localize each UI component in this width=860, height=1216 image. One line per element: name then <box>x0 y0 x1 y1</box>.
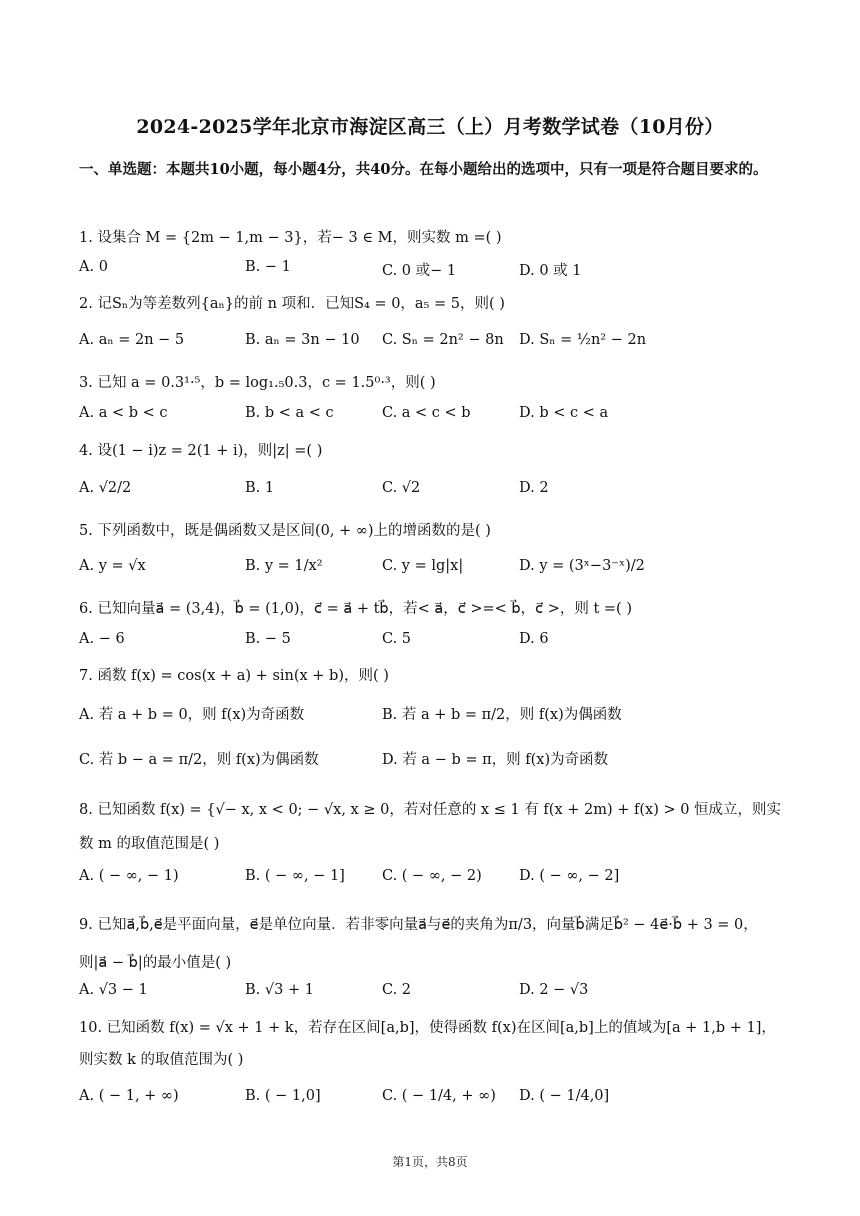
q2-option-d: D. Sₙ = ½n² − 2n <box>519 332 647 348</box>
question-5-stem: 5. 下列函数中，既是偶函数又是区间(0, + ∞)上的增函数的是( ) <box>79 523 491 539</box>
page-title: 2024-2025学年北京市海淀区高三（上）月考数学试卷（10月份） <box>136 116 724 138</box>
q5-option-b: B. y = 1/x² <box>245 558 323 574</box>
question-1-stem: 1. 设集合 M = {2m − 1,m − 3}，若− 3 ∈ M，则实数 m =( ) <box>79 230 502 246</box>
q8-option-c: C. ( − ∞, − 2) <box>382 868 482 884</box>
page-footer: 第1页，共8页 <box>392 1155 468 1169</box>
q3-option-c: C. a < c < b <box>382 405 471 421</box>
q1-option-a: A. 0 <box>79 259 108 275</box>
q4-option-d: D. 2 <box>519 480 549 496</box>
q9-option-d: D. 2 − √3 <box>519 982 589 998</box>
q9-option-a: A. √3 − 1 <box>79 982 148 998</box>
question-2-stem: 2. 记Sₙ为等差数列{aₙ}的前 n 项和．已知S₄ = 0，a₅ = 5，则( ) <box>79 296 505 312</box>
q8-option-d: D. ( − ∞, − 2] <box>519 868 620 884</box>
q2-option-b: B. aₙ = 3n − 10 <box>245 332 360 348</box>
question-9-stem: 9. 已知a⃗,b⃗,e⃗是平面向量，e⃗是单位向量．若非零向量a⃗与e⃗的夹角为π/3，向量b⃗满足b⃗² − 4e⃗·b⃗ + 3 = 0，则|a⃗ − b⃗|的最小值是( ) <box>79 917 758 971</box>
q8-option-b: B. ( − ∞, − 1] <box>245 868 345 884</box>
q6-option-d: D. 6 <box>519 631 549 647</box>
section-header: 一、单选题：本题共10小题，每小题4分，共40分。在每小题给出的选项中，只有一项是符合题目要求的。 <box>79 161 768 178</box>
q2-option-c: C. Sₙ = 2n² − 8n <box>382 332 504 348</box>
q8-option-a: A. ( − ∞, − 1) <box>79 868 179 884</box>
q10-option-a: A. ( − 1, + ∞) <box>79 1088 179 1104</box>
q10-option-c: C. ( − 1/4, + ∞) <box>382 1088 496 1104</box>
question-3-stem: 3. 已知 a = 0.3¹·⁵，b = log₁.₅0.3，c = 1.5⁰·³，则( ) <box>79 375 436 391</box>
q3-option-a: A. a < b < c <box>79 405 168 421</box>
q7-option-d: D. 若 a − b = π，则 f(x)为奇函数 <box>382 752 609 768</box>
question-8-stem: 8. 已知函数 f(x) = {√− x, x < 0; − √x, x ≥ 0，若对任意的 x ≤ 1 有 f(x + 2m) + f(x) > 0 恒成立，则实数 m 的取值范围是( ) <box>79 802 782 852</box>
q3-option-d: D. b < c < a <box>519 405 609 421</box>
q3-option-b: B. b < a < c <box>245 405 334 421</box>
q9-option-c: C. 2 <box>382 982 412 998</box>
q5-option-c: C. y = lg|x| <box>382 558 464 574</box>
q4-option-c: C. √2 <box>382 480 421 496</box>
q1-option-c: C. 0 或− 1 <box>382 263 457 279</box>
q6-option-c: C. 5 <box>382 631 412 647</box>
q1-option-b: B. − 1 <box>245 259 291 275</box>
question-7-stem: 7. 函数 f(x) = cos(x + a) + sin(x + b)，则( ) <box>79 668 389 684</box>
q6-option-a: A. − 6 <box>79 631 125 647</box>
question-10-stem: 10. 已知函数 f(x) = √x + 1 + k，若存在区间[a,b]，使得函数 f(x)在区间[a,b]上的值域为[a + 1,b + 1]，则实数 k 的取值范围为( ) <box>79 1020 776 1068</box>
q7-option-c: C. 若 b − a = π/2，则 f(x)为偶函数 <box>79 752 319 768</box>
q10-option-b: B. ( − 1,0] <box>245 1088 321 1104</box>
q9-option-b: B. √3 + 1 <box>245 982 314 998</box>
q7-option-b: B. 若 a + b = π/2，则 f(x)为偶函数 <box>382 707 622 723</box>
q5-option-a: A. y = √x <box>79 558 146 574</box>
q1-option-d: D. 0 或 1 <box>519 263 582 279</box>
q6-option-b: B. − 5 <box>245 631 291 647</box>
question-6-stem: 6. 已知向量a⃗ = (3,4)，b⃗ = (1,0)，c⃗ = a⃗ + tb⃗，若< a⃗，c⃗ >=< b⃗，c⃗ >，则 t =( ) <box>79 601 632 617</box>
q2-option-a: A. aₙ = 2n − 5 <box>79 332 185 348</box>
q4-option-b: B. 1 <box>245 480 275 496</box>
q7-option-a: A. 若 a + b = 0，则 f(x)为奇函数 <box>79 707 305 723</box>
q5-option-d: D. y = (3ˣ−3⁻ˣ)/2 <box>519 558 645 574</box>
q10-option-d: D. ( − 1/4,0] <box>519 1088 610 1104</box>
q4-option-a: A. √2/2 <box>79 480 132 496</box>
question-4-stem: 4. 设(1 − i)z = 2(1 + i)，则|z| =( ) <box>79 443 323 459</box>
